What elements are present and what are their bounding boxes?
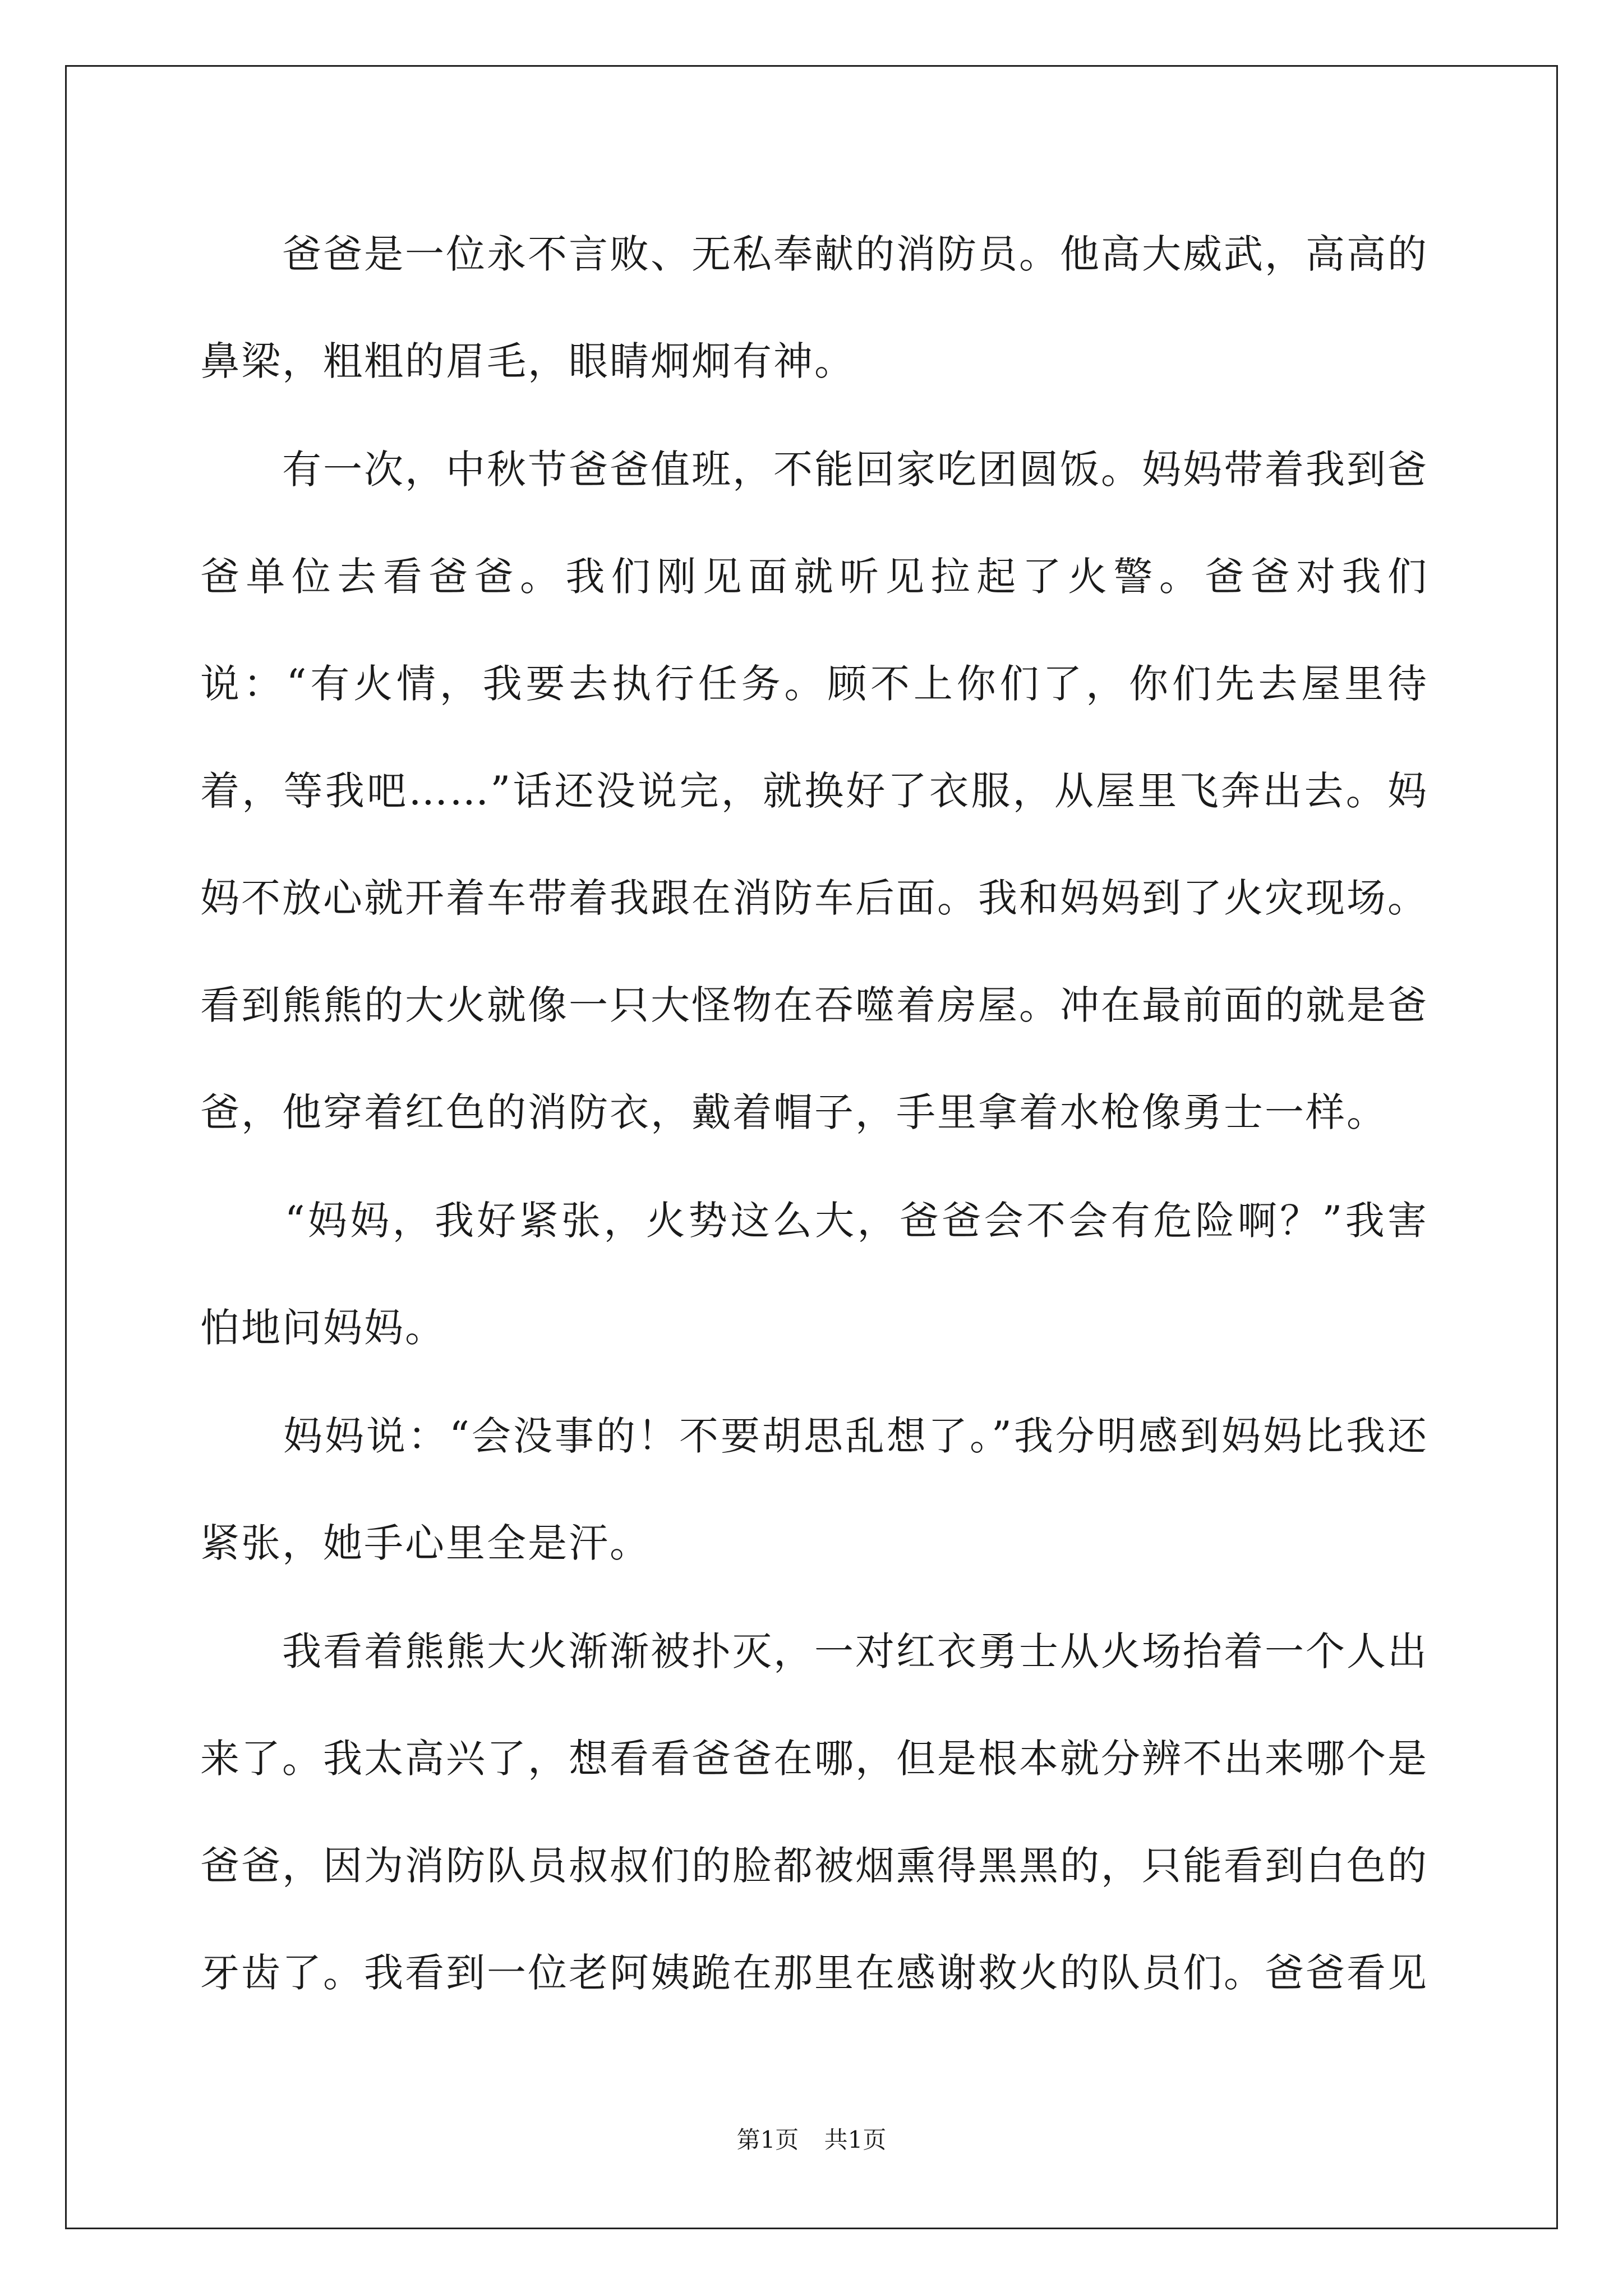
page-total: 共1页 [824, 2126, 887, 2154]
page-footer [0, 2123, 1623, 2157]
paragraph-5: 我看着熊熊大火渐渐被扑灭，一对红衣勇士从火场抬着一个人出来了。我太高兴了，想看看爸爸在哪，但是根本就分辨不出来哪个是爸爸，因为消防队员叔叔们的脸都被烟熏得黑黑的，只能看到白色的牙齿了。我看到一位老阿姨跪在那里在感谢救火的队员们。爸爸看见 [200, 1628, 1428, 1996]
paragraph-1: 爸爸是一位永不言败、无私奉献的消防员。他高大威武，高高的鼻梁，粗粗的眉毛，眼睛炯炯有神。 [200, 231, 1428, 384]
paragraph-2: 有一次，中秋节爸爸值班，不能回家吃团圆饭。妈妈带着我到爸爸单位去看爸爸。我们刚见面就听见拉起了火警。爸爸对我们说：“有火情，我要去执行任务。顾不上你们了，你们先去屋里待着，等我吧……”话还没说完，就换好了衣服，从屋里飞奔出去。妈妈不放心就开着车带着我跟在消防车后面。我和妈妈到了火灾现场。看到熊熊的大火就像一只大怪物在吞噬着房屋。冲在最前面的就是爸爸，他穿着红色的消防衣，戴着帽子，手里拿着水枪像勇士一样。 [200, 447, 1428, 1135]
page-number: 第1页 [736, 2126, 799, 2154]
paragraph-4: 妈妈说：“会没事的！不要胡思乱想了。”我分明感到妈妈比我还紧张，她手心里全是汗。 [200, 1413, 1428, 1566]
paragraph-3: “妈妈，我好紧张，火势这么大，爸爸会不会有危险啊？”我害怕地问妈妈。 [200, 1198, 1428, 1351]
document-body [200, 201, 1428, 2028]
